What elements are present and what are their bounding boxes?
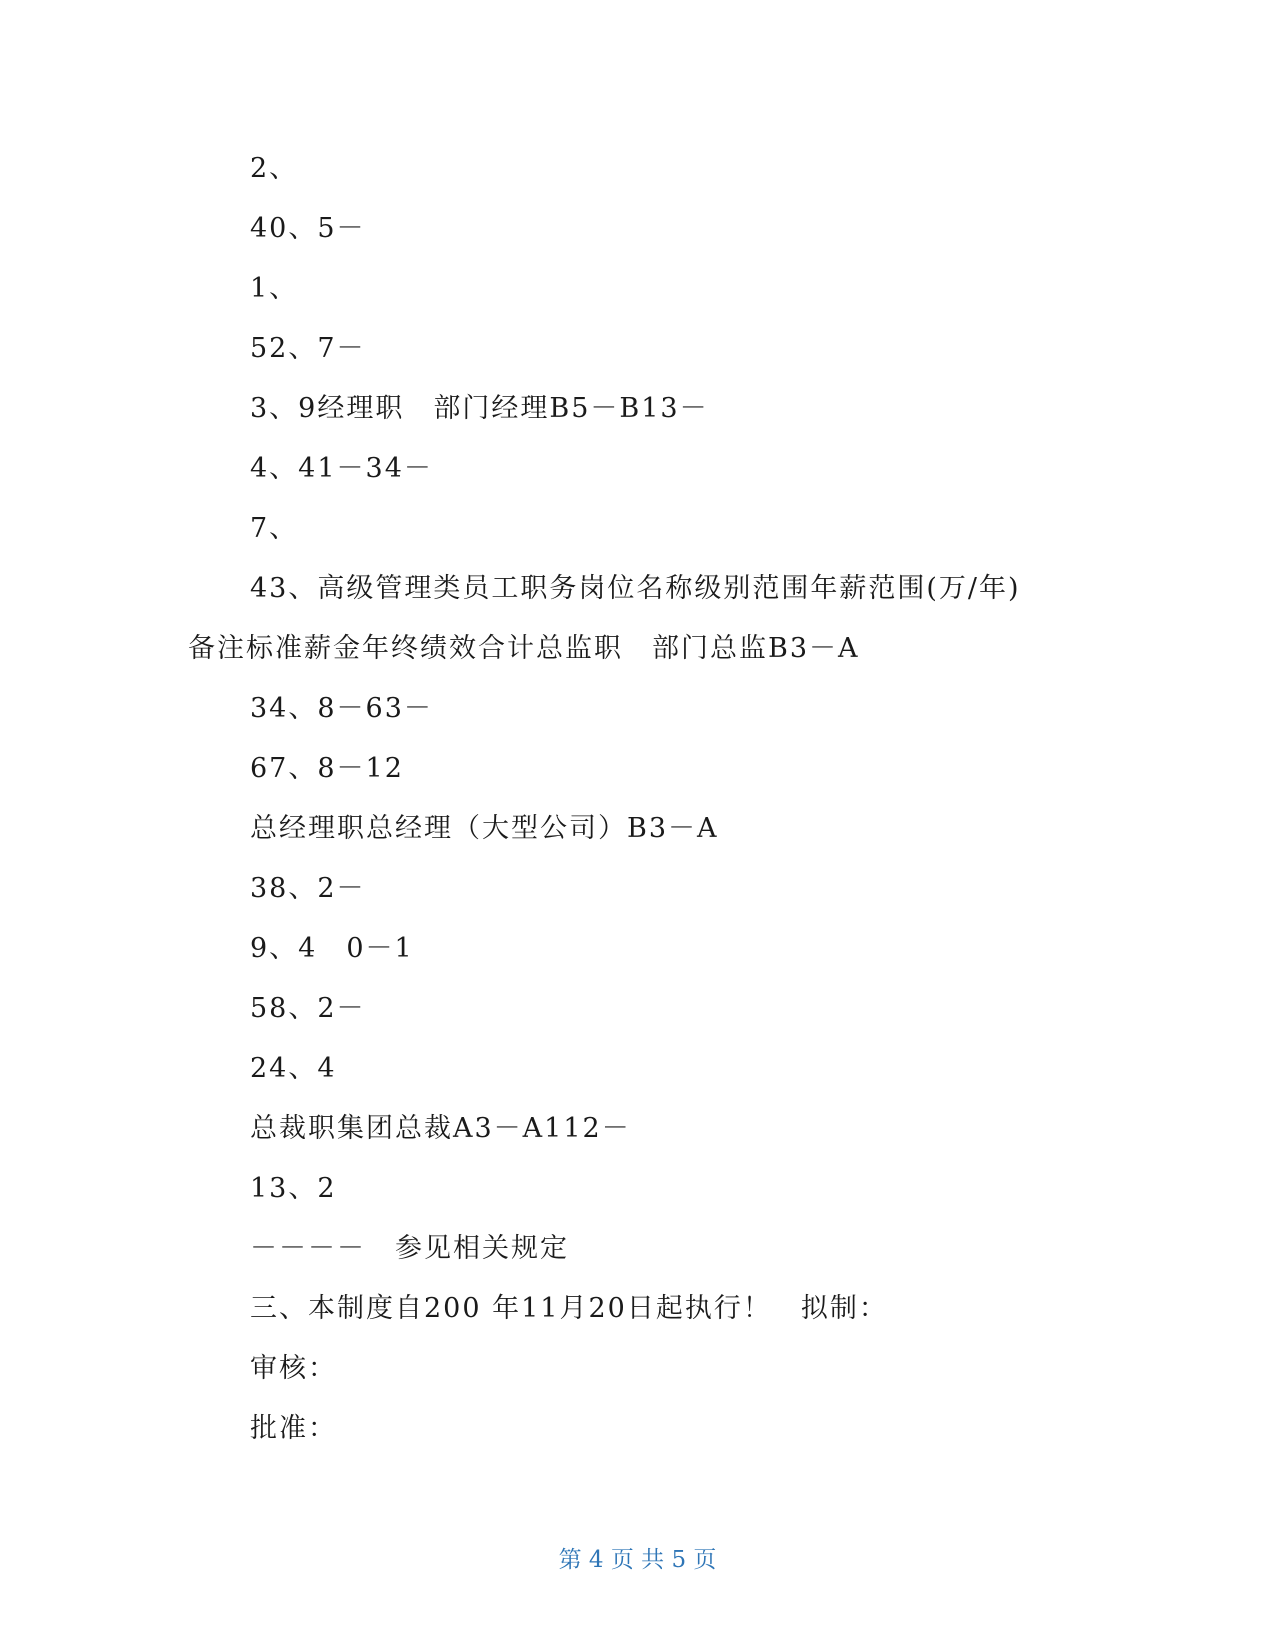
text-line: 批准： xyxy=(250,1413,337,1444)
text-line: 9、4 0－1 xyxy=(250,933,414,964)
text-line: 备注标准薪金年终绩效合计总监职 部门总监B3－A xyxy=(188,633,860,664)
text-line: 24、4 xyxy=(250,1053,337,1084)
text-line: 13、2 xyxy=(250,1173,337,1204)
text-line: 40、5－ xyxy=(250,213,366,244)
text-line: 38、2－ xyxy=(250,873,366,904)
text-line: 34、8－63－ xyxy=(250,693,433,724)
text-line: 43、高级管理类员工职务岗位名称级别范围年薪范围(万/年) xyxy=(250,573,1021,604)
text-line: 三、本制度自200 年11月20日起执行！ 拟制： xyxy=(250,1293,888,1324)
text-line: 58、2－ xyxy=(250,993,366,1024)
text-line: 52、7－ xyxy=(250,333,366,364)
text-line: 审核： xyxy=(250,1353,337,1384)
text-line: 总经理职总经理（大型公司）B3－A xyxy=(250,813,719,844)
text-line: 总裁职集团总裁A3－A112－ xyxy=(250,1113,631,1144)
text-line: 1、 xyxy=(250,273,299,304)
text-line: 67、8－12 xyxy=(250,753,404,784)
text-line: 2、 xyxy=(250,153,299,184)
text-line: 4、41－34－ xyxy=(250,453,433,484)
page-number-footer: 第 4 页 共 5 页 xyxy=(558,1547,717,1573)
text-line: －－－－ 参见相关规定 xyxy=(250,1233,569,1264)
text-line: 3、9经理职 部门经理B5－B13－ xyxy=(250,393,709,424)
text-line: 7、 xyxy=(250,513,299,544)
